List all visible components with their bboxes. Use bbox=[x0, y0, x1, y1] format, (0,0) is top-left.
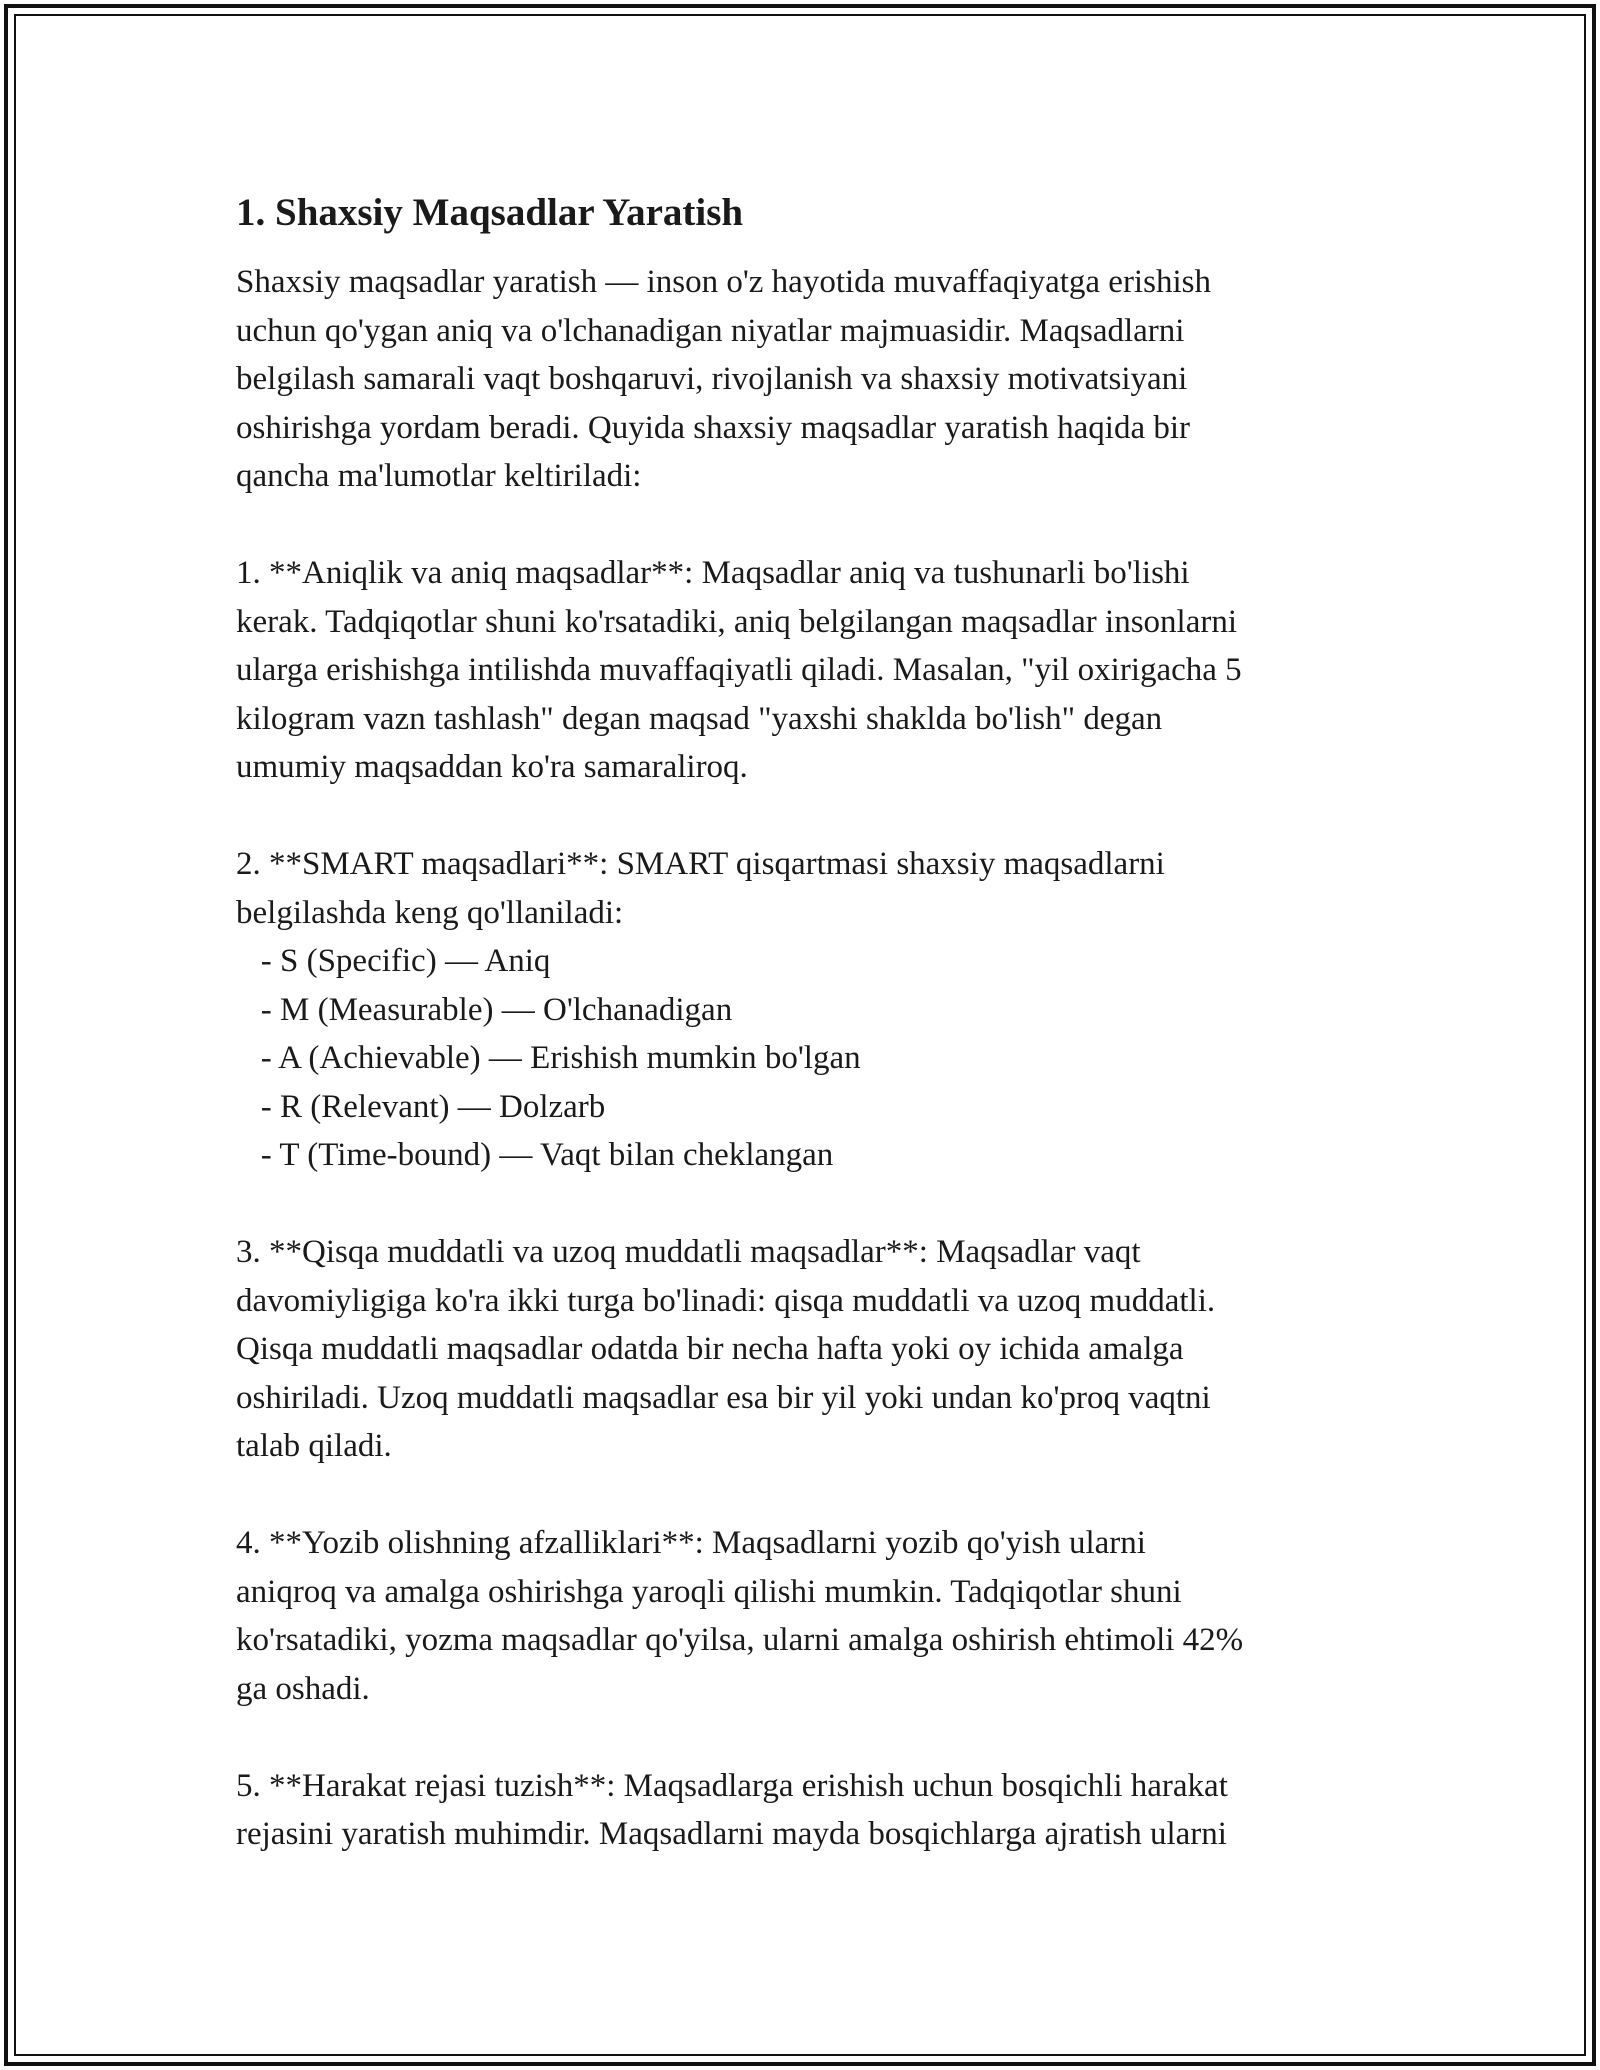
document-body: Shaxsiy maqsadlar yaratish — inson o'z hayotida muvaffaqiyatga erishish uchun qo'ygan aniq va o'lchanadigan niyatlar majmuasidir. Maqsadlarni belgilash samarali vaqt boshqaruvi, rivojlanish va shaxsiy motivatsiyani oshirishga yordam beradi. Quyida shaxsiy maqsadlar yaratish haqida bir qancha ma'lumotlar keltiriladi: 1. **Aniqlik va aniq maqsadlar**: Maqsadlar aniq va tushunarli bo'lishi kerak. Tadqiqotlar shuni ko'rsatadiki, aniq belgilangan maqsadlar insonlarni ularga erishishga intilishda muvaffaqiyatli qiladi. Masalan, "yil oxirigacha 5 kilogram vazn tashlash" degan maqsad "yaxshi shaklda bo'lish" degan umumiy maqsaddan ko'ra samaraliroq. 2. **SMART maqsadlari**: SMART qisqartmasi shaxsiy maqsadlarni belgilashda keng qo'llaniladi: - S (Specific) — Aniq - M (Measurable) — O'lchanadigan - A (Achievable) — Erishish mumkin bo'lgan - R (Relevant) — Dolzarb - T (Time-bound) — Vaqt bilan cheklangan 3. **Qisqa muddatli va uzoq muddatli maqsadlar**: Maqsadlar vaqt davomiyligiga ko'ra ikki turga bo'linadi: qisqa muddatli va uzoq muddatli. Qisqa muddatli maqsadlar odatda bir necha hafta yoki oy ichida amalga oshiriladi. Uzoq muddatli maqsadlar esa bir yil yoki undan ko'proq vaqtni talab qiladi. 4. **Yozib olishning afzalliklari**: Maqsadlarni yozib qo'yish ularni aniqroq va amalga oshirishga yaroqli qilishi mumkin. Tadqiqotlar shuni ko'rsatadiki, yozma maqsadlar qo'yilsa, ularni amalga oshirish ehtimoli 42% ga oshadi. 5. **Harakat rejasi tuzish**: Maqsadlarga erishish uchun bosqichli harakat rejasini yaratish muhimdir. Maqsadlarni mayda bosqichlarga ajratish ularni bbox=[236, 264, 1244, 1852]
document-title: 1. Shaxsiy Maqsadlar Yaratish bbox=[236, 191, 744, 234]
document-page bbox=[236, 180, 1386, 1859]
